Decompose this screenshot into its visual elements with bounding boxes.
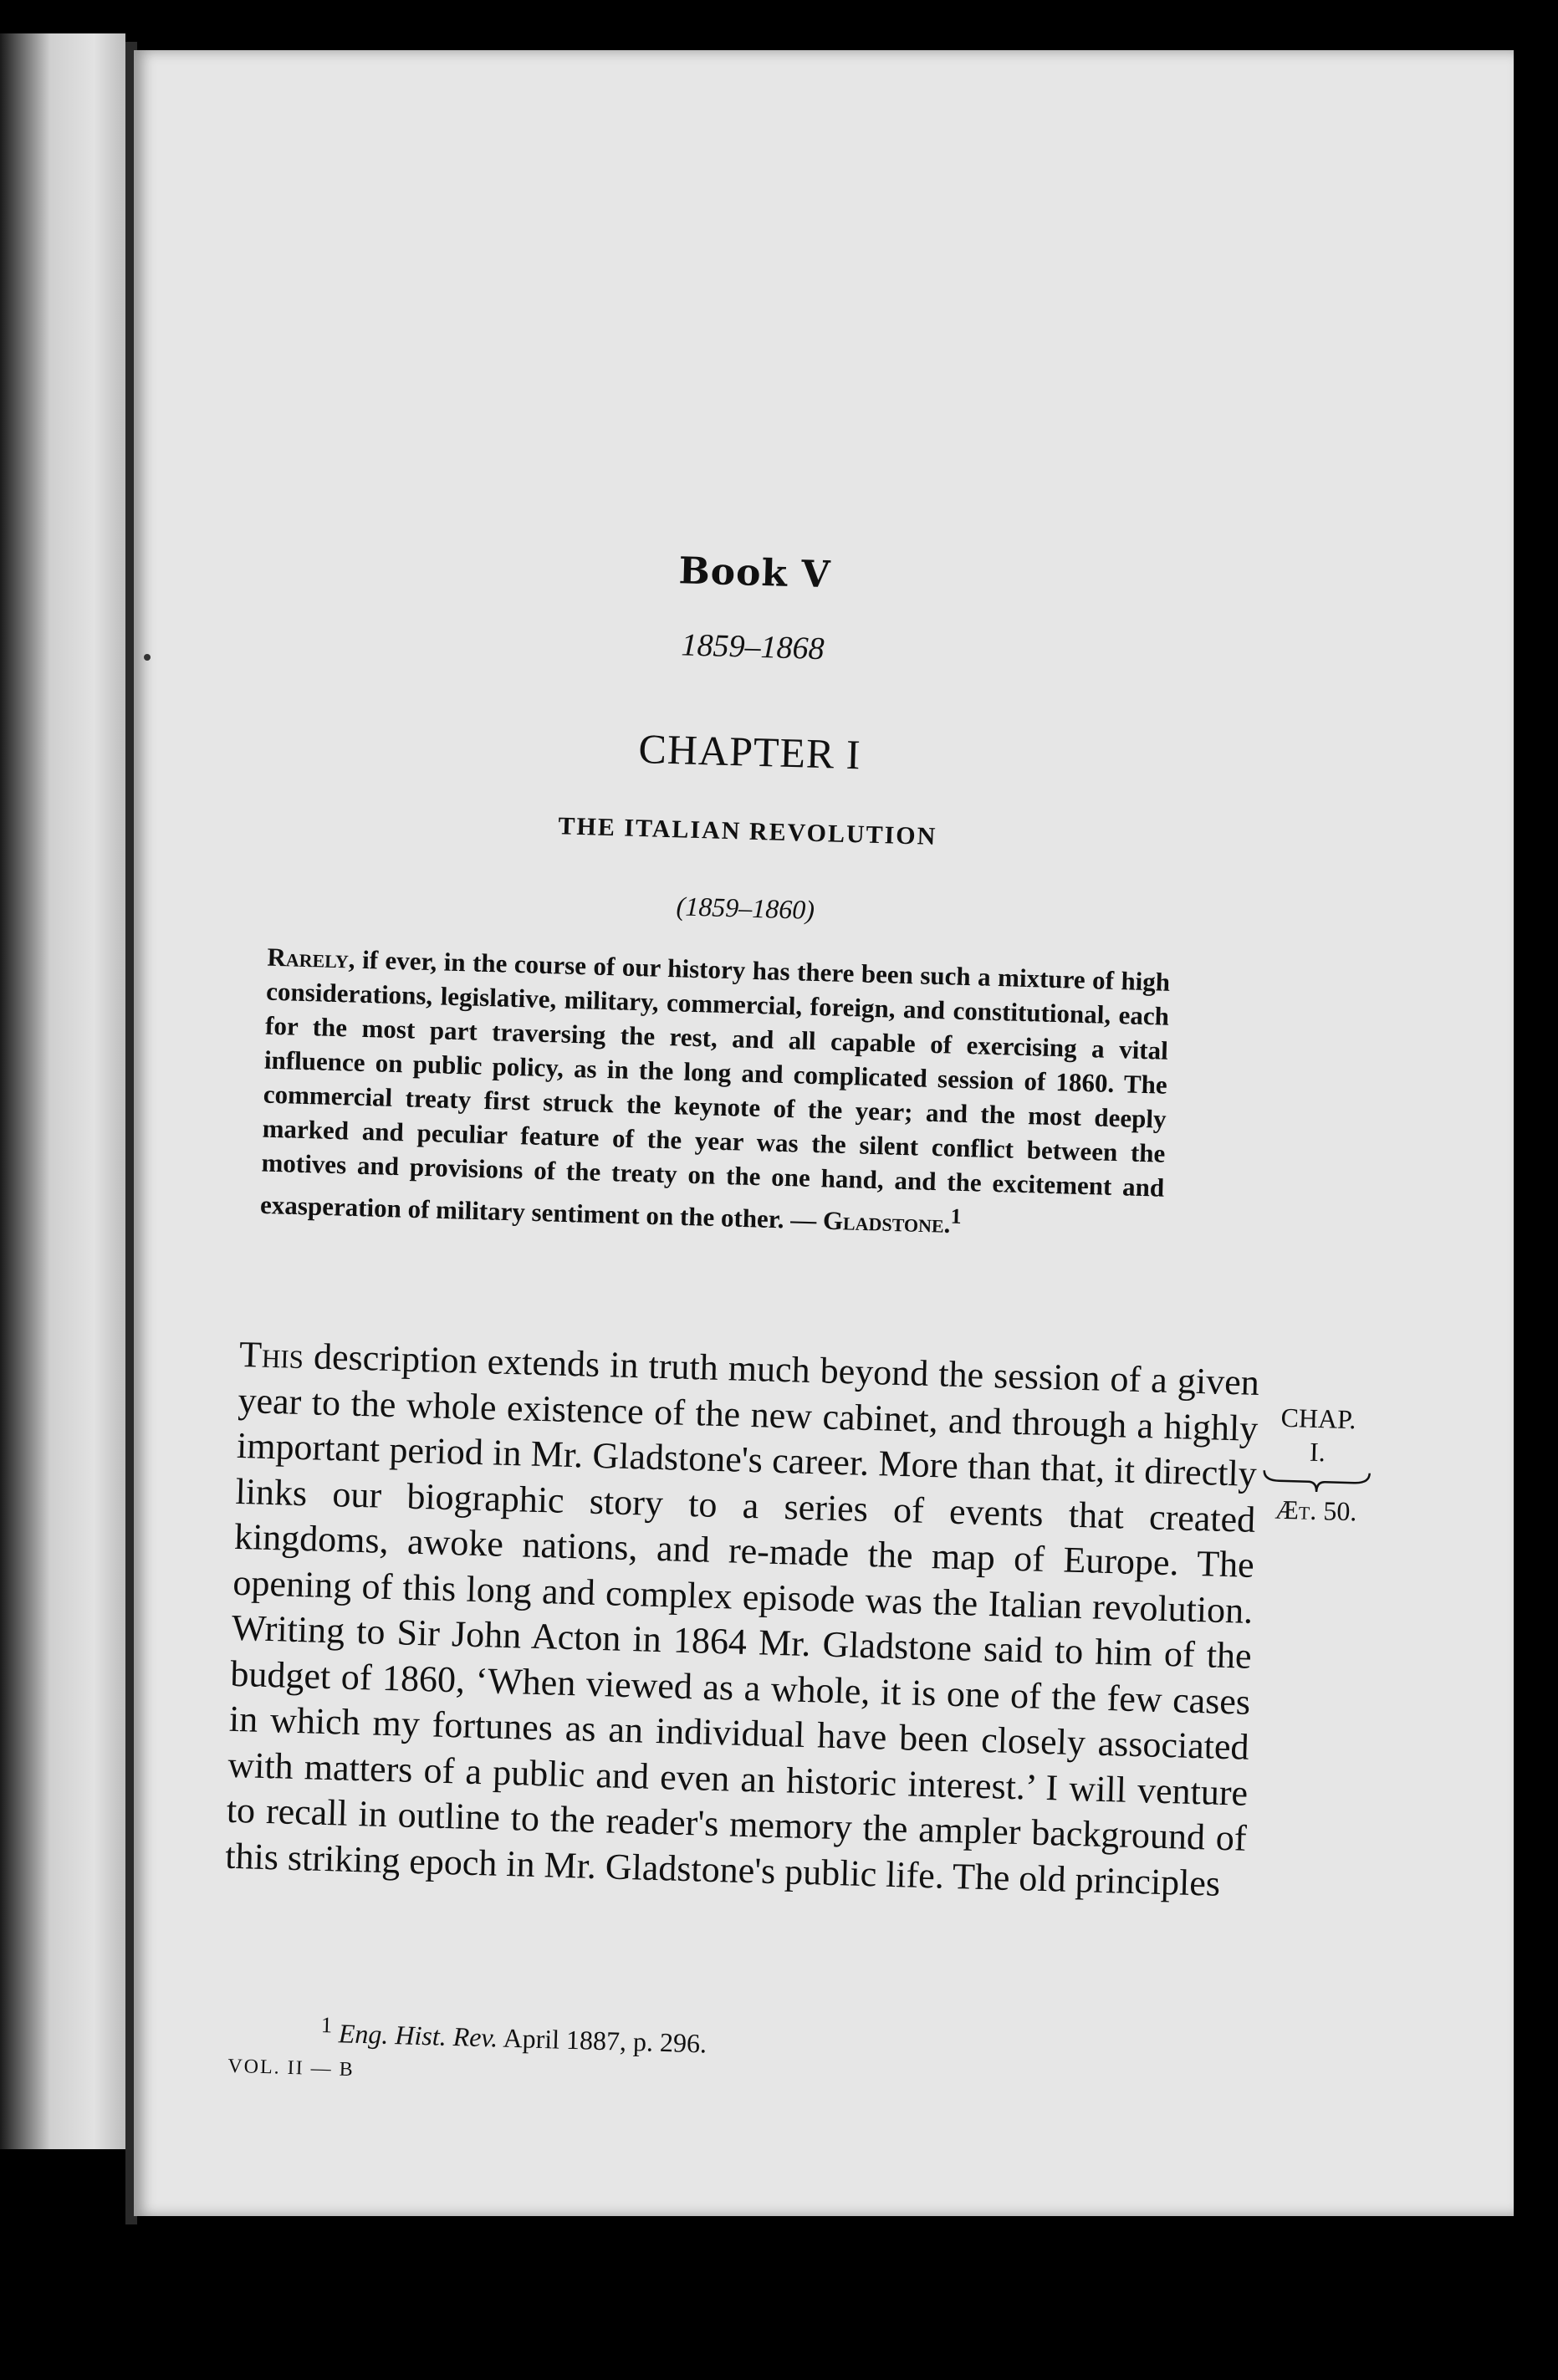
previous-page-edge — [0, 33, 125, 2149]
body-paragraph — [225, 1332, 1260, 1908]
chapter-title: THE ITALIAN REVOLUTION — [558, 812, 937, 850]
margin-chap-label: CHAP. — [1280, 1402, 1356, 1435]
body-lead: This — [238, 1333, 304, 1377]
epigraph-footnote-ref: 1 — [950, 1203, 963, 1228]
epigraph-attribution: Gladstone. — [822, 1205, 951, 1239]
chapter-years: (1859–1860) — [676, 891, 815, 925]
ink-speck — [144, 654, 151, 661]
page-text-block — [224, 35, 1305, 2081]
margin-age: Æt. 50. — [1274, 1494, 1357, 1527]
book-page — [134, 50, 1514, 2216]
brace-icon — [1262, 1467, 1372, 1495]
margin-note — [1249, 1400, 1386, 1529]
footnote — [320, 2012, 1074, 2070]
epigraph — [260, 940, 1171, 1247]
epigraph-text: if ever, in the course of our history has there been such a mixture of high considerations, legislative, military, commercial, foreign, and constitutional, each for the most part traversing the rest, and all capable of exercising a vital influence on public policy, as in the long and complicated session of 1860. The commercial treaty first struck the keynote of the year; and the most deeply marked and peculiar feature of the year was the silent conflict between the motives and provisions of the treaty on the one hand, and the excitement and exasperation of military sentiment on the other. — — [259, 944, 1171, 1235]
signature-mark: VOL. II — B — [227, 2055, 355, 2081]
epigraph-lead: Rarely, — [267, 942, 356, 974]
body-text: description extends in truth much beyond the session of a given year to the whole existence of the new cabinet, and through a highly important period in Mr. Gladstone's career. More than that, it directly links our biographic story to a series of events that created kingdoms, awoke nations, and re-made the map of Europe. The opening of this long and complex episode was the Italian revolution. Writing to Sir John Acton in 1864 Mr. Gladstone said to him of the budget of 1860, ‘When viewed as a whole, it is one of the few cases in which my fortunes as an individual have been closely associated with matters of a public and even an historic interest.’ I will venture to recall in outline to the reader's memory the ampler background of this striking epoch in Mr. Gladstone's public life. The old principles — [224, 1336, 1260, 1904]
footnote-number: 1 — [320, 2011, 333, 2038]
footnote-rest: April 1887, p. 296. — [503, 2022, 707, 2059]
book-title: Book V — [677, 549, 832, 597]
footnote-source: Eng. Hist. Rev. — [338, 2018, 498, 2053]
book-years: 1859–1868 — [681, 627, 825, 667]
chapter-heading: CHAPTER I — [637, 724, 862, 779]
margin-chap-number: I. — [1309, 1436, 1326, 1468]
